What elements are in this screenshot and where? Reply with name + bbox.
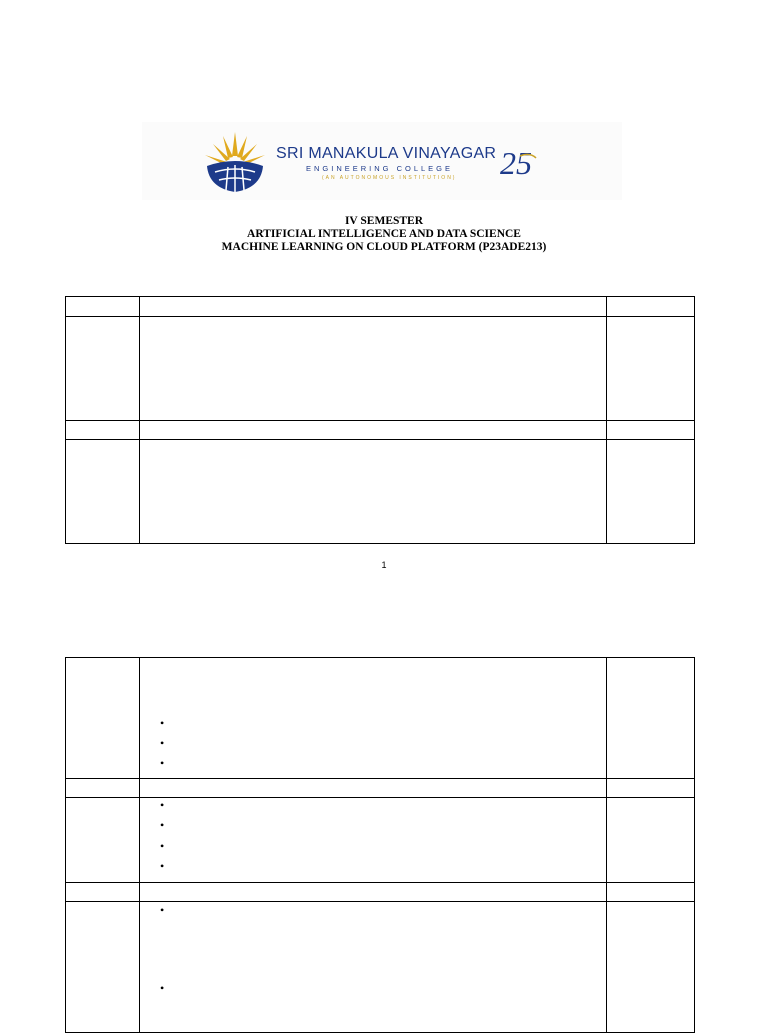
table-cell (66, 902, 140, 1033)
college-name: SRI MANAKULA VINAYAGAR (276, 145, 497, 162)
table-cell (140, 798, 607, 883)
table-cell (140, 658, 607, 779)
table-cell (66, 798, 140, 883)
table-row (66, 421, 695, 440)
table-cell (66, 883, 140, 902)
bullet-icon: • (160, 903, 165, 917)
table-cell (607, 902, 695, 1033)
table-cell (140, 440, 607, 544)
table-cell (607, 798, 695, 883)
table-cell (140, 421, 607, 440)
bullet-icon: • (160, 756, 165, 770)
bullet-icon: • (160, 716, 165, 730)
table-cell (140, 779, 607, 798)
bullet-icon: • (160, 839, 165, 853)
question-table-2 (65, 657, 695, 1033)
anniversary-number: 25 (500, 145, 532, 180)
anniversary-25-icon (498, 144, 540, 180)
table-cell (607, 421, 695, 440)
table-cell (140, 317, 607, 421)
bullet-icon: • (160, 859, 165, 873)
table-cell (140, 902, 607, 1033)
table-cell (66, 658, 140, 779)
table-row (66, 317, 695, 421)
table-row (66, 297, 695, 317)
table-cell (66, 440, 140, 544)
page-number: 1 (381, 560, 387, 570)
table-row (66, 440, 695, 544)
department-heading: ARTIFICIAL INTELLIGENCE AND DATA SCIENCE (247, 228, 521, 240)
table-cell (607, 440, 695, 544)
table-cell (66, 779, 140, 798)
table-cell (607, 883, 695, 902)
table-cell (607, 317, 695, 421)
question-table-1 (65, 296, 695, 544)
table-cell (607, 658, 695, 779)
bullet-icon: • (160, 818, 165, 832)
bullet-icon: • (160, 736, 165, 750)
table-cell (66, 297, 140, 317)
table-cell (66, 421, 140, 440)
college-emblem-icon (201, 130, 269, 194)
course-heading: MACHINE LEARNING ON CLOUD PLATFORM (P23ADE213) (221, 241, 547, 253)
table-row (66, 658, 695, 779)
bullet-icon: • (160, 798, 165, 812)
table-row (66, 779, 695, 798)
table-row (66, 883, 695, 902)
semester-heading: IV SEMESTER (344, 215, 424, 227)
table-cell (607, 297, 695, 317)
table-row (66, 798, 695, 883)
college-tagline: (AN AUTONOMOUS INSTITUTION) (322, 175, 457, 181)
table-cell (140, 883, 607, 902)
bullet-icon: • (160, 981, 165, 995)
table-cell (140, 297, 607, 317)
table-cell (66, 317, 140, 421)
table-row (66, 902, 695, 1033)
college-subtitle: ENGINEERING COLLEGE (306, 164, 454, 173)
table-cell (607, 779, 695, 798)
